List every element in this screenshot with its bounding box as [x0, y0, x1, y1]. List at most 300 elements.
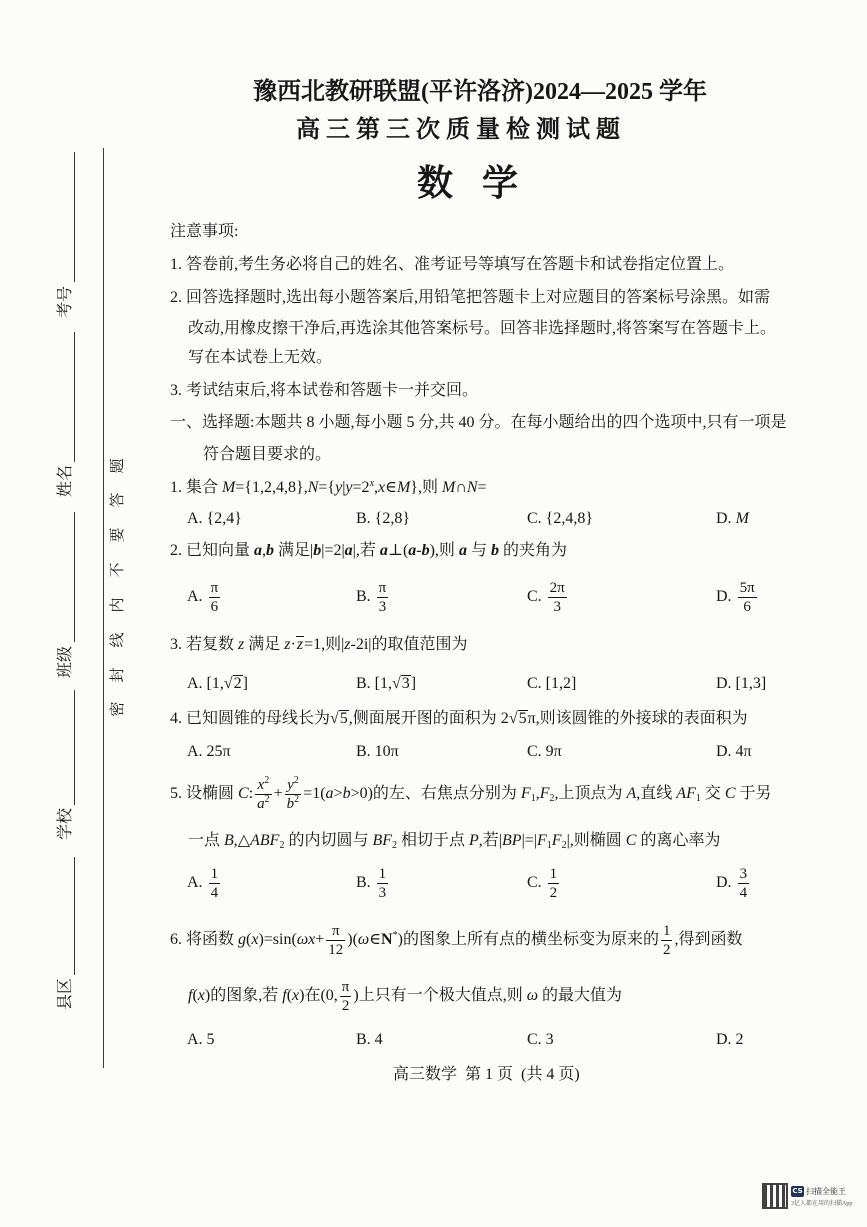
notes-item-3: 3. 考试结束后,将本试卷和答题卡一并交回。	[170, 382, 479, 399]
text-run: 2	[294, 793, 300, 805]
text-run: π	[378, 579, 387, 596]
text-run: 1	[210, 865, 219, 882]
text-run: f	[282, 987, 287, 1004]
option-b	[356, 734, 399, 770]
text-run: b	[342, 785, 351, 802]
text-run: D. 2	[716, 1031, 744, 1048]
text-run: +	[315, 931, 325, 948]
text-run: a	[344, 542, 353, 559]
text-run: 2	[662, 941, 671, 958]
notes-heading: 注意事项:	[170, 223, 239, 240]
option-a	[187, 501, 242, 537]
text-run: ABF	[250, 832, 280, 849]
text-run: AF	[676, 785, 696, 802]
option-b	[356, 1022, 383, 1058]
fraction	[548, 580, 567, 615]
exam-title: 豫西北教研联盟(平许洛济)2024—2025 学年	[253, 79, 707, 105]
question-5-options	[0, 865, 867, 901]
superscript	[264, 775, 269, 786]
text-run: M	[222, 479, 236, 496]
text-run: √	[330, 710, 339, 727]
vector-symbol	[266, 542, 274, 559]
italic-variable	[502, 832, 522, 849]
text-run: :	[248, 785, 254, 802]
text-run: 2	[264, 793, 270, 805]
question-3-stem	[170, 627, 468, 663]
italic-variable	[372, 832, 392, 849]
fraction-numerator	[209, 866, 221, 884]
text-run: B	[224, 832, 234, 849]
option-b	[356, 666, 416, 702]
text-run: y	[335, 479, 343, 496]
text-run: ,侧面展开图的面积为 2	[348, 710, 509, 727]
text-run: )的图象上所有点的横坐标变为原来的	[397, 931, 659, 948]
text-run: (	[246, 931, 252, 948]
field-label-exam-number: 考号	[57, 285, 74, 319]
seal-notice-char: 密	[110, 701, 126, 717]
fraction-numerator	[548, 580, 567, 598]
option-d	[716, 579, 759, 615]
text-run: ω	[526, 987, 539, 1004]
option-a	[187, 865, 222, 901]
question-4-stem	[170, 701, 748, 737]
text-run: 3. 若复数	[170, 636, 239, 653]
subject-title: 数 学	[417, 163, 529, 203]
italic-variable	[326, 785, 334, 802]
text-run: 1	[378, 865, 387, 882]
text-run: -2i|的取值范围为	[350, 636, 468, 653]
text-run: A	[626, 785, 637, 802]
text-run: x	[197, 987, 205, 1004]
page-footer: 高三数学 第 1 页 (共 4 页)	[393, 1066, 580, 1083]
text-run: C	[724, 785, 736, 802]
text-run: ,	[262, 542, 267, 559]
text-run: ·	[290, 636, 296, 653]
question-1-options	[0, 501, 867, 537]
option-c	[527, 579, 569, 615]
text-run: *	[392, 930, 398, 941]
field-label-county: 县区	[57, 977, 74, 1011]
fraction	[326, 923, 345, 958]
option-c	[527, 734, 562, 770]
option-a	[187, 734, 231, 770]
text-run: BF	[372, 832, 392, 849]
text-run: 2π	[549, 579, 565, 596]
text-run: 相切于点	[397, 832, 470, 849]
italic-variable	[552, 832, 562, 849]
camscanner-logo-icon: CS	[792, 1187, 803, 1195]
option-d	[716, 501, 749, 537]
text-run: ),则	[429, 542, 459, 559]
fraction	[661, 923, 673, 958]
italic-variable	[308, 479, 319, 496]
text-run: 2	[279, 840, 285, 851]
text-run: 12	[328, 941, 344, 958]
text-run: 的夹角为	[498, 542, 567, 559]
italic-variable	[527, 987, 538, 1004]
text-run: z	[284, 636, 291, 653]
fraction-denominator	[377, 598, 389, 615]
text-run: >	[333, 785, 343, 802]
text-run: a	[257, 795, 265, 812]
text-run: F	[520, 785, 531, 802]
text-run: ,	[535, 785, 540, 802]
fraction	[340, 979, 352, 1014]
question-5-stem-continued	[188, 823, 720, 859]
text-run: f	[188, 987, 193, 1004]
italic-variable	[537, 832, 547, 849]
italic-variable	[198, 987, 205, 1004]
field-label-school: 学校	[57, 807, 74, 841]
option-d	[716, 865, 751, 901]
vector-symbol	[254, 542, 262, 559]
italic-variable	[250, 832, 279, 849]
name-write-line	[74, 332, 75, 462]
vector-symbol	[459, 542, 467, 559]
italic-variable	[676, 785, 696, 802]
superscript	[294, 775, 299, 786]
fraction-numerator	[255, 774, 272, 795]
notes-item-2-continued: 改动,用橡皮擦干净后,再选涂其他答案标号。回答非选择题时,将答案写在答题卡上。	[188, 320, 777, 337]
text-run: =1,则|	[304, 636, 345, 653]
fraction-denominator	[661, 941, 673, 958]
qr-code-icon	[762, 1183, 788, 1209]
text-run: ∈	[369, 931, 382, 948]
text-run: 2. 已知向量	[170, 542, 255, 559]
field-label-class: 班级	[57, 645, 74, 679]
text-run: 1	[530, 793, 536, 804]
text-run: ]	[410, 675, 417, 692]
text-run: ={1,2,4,8},	[235, 479, 308, 496]
fraction-denominator	[548, 598, 567, 615]
option-a	[187, 666, 248, 702]
text-run: B.	[356, 588, 375, 605]
italic-variable	[358, 931, 369, 948]
italic-variable	[627, 785, 637, 802]
text-run: B. [1,	[356, 675, 392, 692]
italic-variable	[345, 479, 352, 496]
text-run: |,则椭圆	[566, 832, 626, 849]
text-run: |,若	[352, 542, 380, 559]
italic-variable	[469, 832, 479, 849]
text-run: N	[466, 479, 478, 496]
text-run: √	[508, 710, 518, 727]
text-run: ∩	[455, 479, 467, 496]
text-run: A. 25π	[187, 743, 231, 760]
text-run: x	[369, 478, 375, 489]
overline-radicand	[401, 675, 411, 692]
text-run: D. 4π	[716, 743, 752, 760]
text-run: C. 9π	[527, 743, 562, 760]
text-run: =	[477, 479, 487, 496]
option-b	[356, 865, 390, 901]
question-6-stem-continued	[188, 978, 622, 1014]
text-run: A.	[187, 588, 207, 605]
text-run: g	[238, 931, 247, 948]
text-run: y	[287, 776, 294, 793]
text-run: x	[378, 479, 386, 496]
italic-variable	[521, 785, 531, 802]
text-run: N	[381, 931, 393, 948]
fraction	[377, 866, 389, 901]
question-4-options	[0, 734, 867, 770]
vector-symbol	[380, 542, 388, 559]
text-run: C.	[527, 874, 546, 891]
text-run: A. {2,4}	[187, 510, 242, 527]
text-run: b	[266, 542, 275, 559]
text-run: 2	[549, 884, 558, 901]
text-run: 交	[700, 785, 725, 802]
text-run: 6. 将函数	[170, 931, 239, 948]
text-run: b	[286, 795, 295, 812]
italic-variable	[343, 785, 351, 802]
overline-radicand	[339, 710, 349, 727]
text-run: =1(	[303, 785, 326, 802]
text-run: D.	[716, 588, 736, 605]
fraction	[285, 774, 302, 812]
seal-notice-char: 要	[110, 527, 126, 543]
text-run: z	[296, 636, 304, 653]
notes-item-1: 1. 答卷前,考生务必将自己的姓名、准考证号等填写在答题卡和试卷指定位置上。	[170, 256, 735, 273]
text-run: BP	[502, 832, 522, 849]
text-run: },则	[410, 479, 442, 496]
superscript	[294, 794, 299, 805]
text-run: -	[416, 542, 422, 559]
italic-variable	[297, 931, 315, 948]
italic-variable	[257, 796, 265, 812]
question-6-stem	[170, 922, 742, 958]
option-d	[716, 666, 766, 702]
text-run: |	[342, 479, 346, 496]
fraction	[377, 580, 389, 615]
text-run: 3	[553, 598, 561, 615]
text-run: 的最大值为	[538, 987, 623, 1004]
text-run: 的内切圆与	[284, 832, 373, 849]
text-run: ⊥(	[387, 542, 409, 559]
italic-variable	[397, 479, 410, 496]
text-run: b	[490, 542, 499, 559]
text-run: C	[625, 832, 637, 849]
text-run: F	[539, 785, 550, 802]
text-run: 2	[233, 675, 242, 692]
text-run: 3	[739, 865, 748, 882]
fraction-denominator	[209, 884, 221, 901]
italic-variable	[467, 479, 478, 496]
vector-symbol	[345, 542, 353, 559]
text-run: x	[292, 987, 300, 1004]
seal-notice-char: 线	[110, 632, 126, 648]
text-run: ωx	[296, 931, 316, 948]
scanner-app-name: 扫描全能王	[806, 1187, 846, 1196]
text-run: 4	[739, 884, 748, 901]
text-run: A. [1,	[187, 675, 224, 692]
text-run: +	[273, 785, 283, 802]
fraction	[548, 866, 560, 901]
text-run: a	[379, 542, 388, 559]
text-run: a	[458, 542, 467, 559]
option-d	[716, 734, 752, 770]
text-run: 2	[561, 840, 567, 851]
fraction-denominator	[255, 795, 272, 812]
italic-variable	[238, 931, 246, 948]
overline-radicand	[233, 675, 243, 692]
text-run: )上只有一个极大值点,则	[353, 987, 527, 1004]
exam-subtitle: 高三第三次质量检测试题	[296, 117, 626, 143]
text-run: C.	[527, 588, 546, 605]
text-run: 2	[293, 774, 299, 786]
italic-variable	[238, 785, 249, 802]
fraction-denominator	[326, 941, 345, 958]
text-run: ,直线	[636, 785, 677, 802]
text-run: π,则该圆锥的外接球的表面积为	[527, 710, 748, 727]
text-run: 满足|	[274, 542, 314, 559]
text-run: b	[313, 542, 322, 559]
fraction-denominator	[340, 997, 352, 1014]
text-run: 6	[743, 598, 751, 615]
text-run: 5	[339, 710, 348, 727]
text-run: √	[223, 675, 233, 692]
fraction	[738, 580, 757, 615]
fraction-denominator	[548, 884, 560, 901]
fraction-numerator	[340, 979, 352, 997]
overline-radicand	[296, 636, 304, 653]
text-run: C. [1,2]	[527, 675, 577, 692]
text-run: π	[331, 922, 340, 939]
text-run: (	[192, 987, 198, 1004]
text-run: a	[325, 785, 334, 802]
text-run: 2	[341, 997, 350, 1014]
text-run: 2	[549, 793, 555, 804]
scanner-app-tagline: 3亿人都在用的扫描App	[791, 1201, 853, 1207]
text-run: D.	[716, 510, 736, 527]
option-b	[356, 501, 410, 537]
text-run: )在(0,	[299, 987, 338, 1004]
fraction-denominator	[738, 598, 757, 615]
text-run: a	[408, 542, 417, 559]
text-run: A. 5	[187, 1031, 215, 1048]
notes-item-2: 2. 回答选择题时,选出每小题答案后,用铅笔把答题卡上对应题目的答案标号涂黑。如需	[170, 289, 771, 306]
question-3-options	[0, 666, 867, 702]
italic-variable	[736, 510, 749, 527]
text-run: ={	[318, 479, 336, 496]
text-run: B. 4	[356, 1031, 383, 1048]
fraction-denominator	[738, 884, 750, 901]
italic-variable	[224, 832, 234, 849]
italic-variable	[725, 785, 736, 802]
italic-variable	[626, 832, 637, 849]
text-run: >0)的左、右焦点分别为	[350, 785, 521, 802]
text-run: b	[421, 542, 430, 559]
text-run: M	[735, 510, 749, 527]
option-a	[187, 1022, 215, 1058]
text-run: C. 3	[527, 1031, 554, 1048]
text-run: 3	[378, 598, 387, 615]
text-run: z	[344, 636, 351, 653]
text-run: 4	[210, 884, 219, 901]
fraction-numerator	[738, 866, 750, 884]
fraction-numerator	[738, 580, 757, 598]
text-run: √	[392, 675, 401, 692]
text-run: 1	[662, 922, 671, 939]
fraction-numerator	[377, 866, 389, 884]
text-run: F	[551, 832, 562, 849]
text-run: F	[537, 832, 547, 849]
text-run: B. {2,8}	[356, 510, 411, 527]
fraction-numerator	[209, 580, 221, 598]
italic-variable	[287, 777, 294, 793]
text-run: ,若|	[478, 832, 503, 849]
text-run: C. {2,4,8}	[527, 510, 594, 527]
text-run: 4. 已知圆锥的母线长为	[170, 710, 331, 727]
text-run: ω	[357, 931, 370, 948]
text-run: π	[210, 579, 219, 596]
option-b	[356, 579, 390, 615]
seal-notice-char: 封	[110, 667, 126, 683]
option-c	[527, 865, 561, 901]
text-run: P	[469, 832, 479, 849]
text-run: )的图象,若	[204, 987, 283, 1004]
fraction-numerator	[377, 580, 389, 598]
text-run: 的离心率为	[636, 832, 721, 849]
text-run: ]	[242, 675, 248, 692]
text-run: N	[307, 479, 319, 496]
fraction	[209, 866, 221, 901]
vector-symbol	[422, 542, 430, 559]
text-run: y	[345, 479, 353, 496]
text-run: 3	[378, 884, 387, 901]
question-6-options	[0, 1022, 867, 1058]
text-run: ∈	[385, 479, 397, 496]
text-run: M	[396, 479, 411, 496]
seal-notice-char: 内	[110, 597, 126, 613]
text-run: 一点	[188, 832, 225, 849]
text-run: (	[286, 987, 293, 1004]
overline-radicand	[518, 710, 528, 727]
text-run: 1	[695, 793, 701, 804]
italic-variable	[442, 479, 455, 496]
question-2-options	[0, 579, 867, 615]
text-run: 5π	[739, 579, 755, 596]
text-run: 1	[549, 865, 558, 882]
text-run: 满足	[244, 636, 285, 653]
text-run: 5. 设椭圆	[170, 785, 239, 802]
fraction-numerator	[548, 866, 560, 884]
text-run: )(	[347, 931, 358, 948]
fraction	[738, 866, 750, 901]
text-run: M	[441, 479, 456, 496]
text-run: x	[257, 776, 265, 793]
text-run: |=2|	[321, 542, 345, 559]
text-run: 1	[546, 840, 552, 851]
text-run: )=sin(	[258, 931, 297, 948]
text-run: 3	[401, 675, 410, 692]
fraction-numerator	[661, 923, 673, 941]
fraction-denominator	[209, 598, 221, 615]
text-run: 6	[210, 598, 219, 615]
text-run: ,得到函数	[674, 931, 743, 948]
option-c	[527, 501, 593, 537]
text-run: ,上顶点为	[554, 785, 627, 802]
vector-symbol	[491, 542, 499, 559]
text-run: A.	[187, 874, 207, 891]
question-2-stem	[170, 533, 567, 569]
italic-variable	[297, 636, 303, 653]
seal-notice-char: 不	[110, 562, 126, 578]
notes-item-2-continued: 写在本试卷上无效。	[188, 349, 333, 366]
field-label-name: 姓名	[57, 464, 74, 498]
superscript	[265, 794, 270, 805]
text-run: π	[341, 978, 350, 995]
